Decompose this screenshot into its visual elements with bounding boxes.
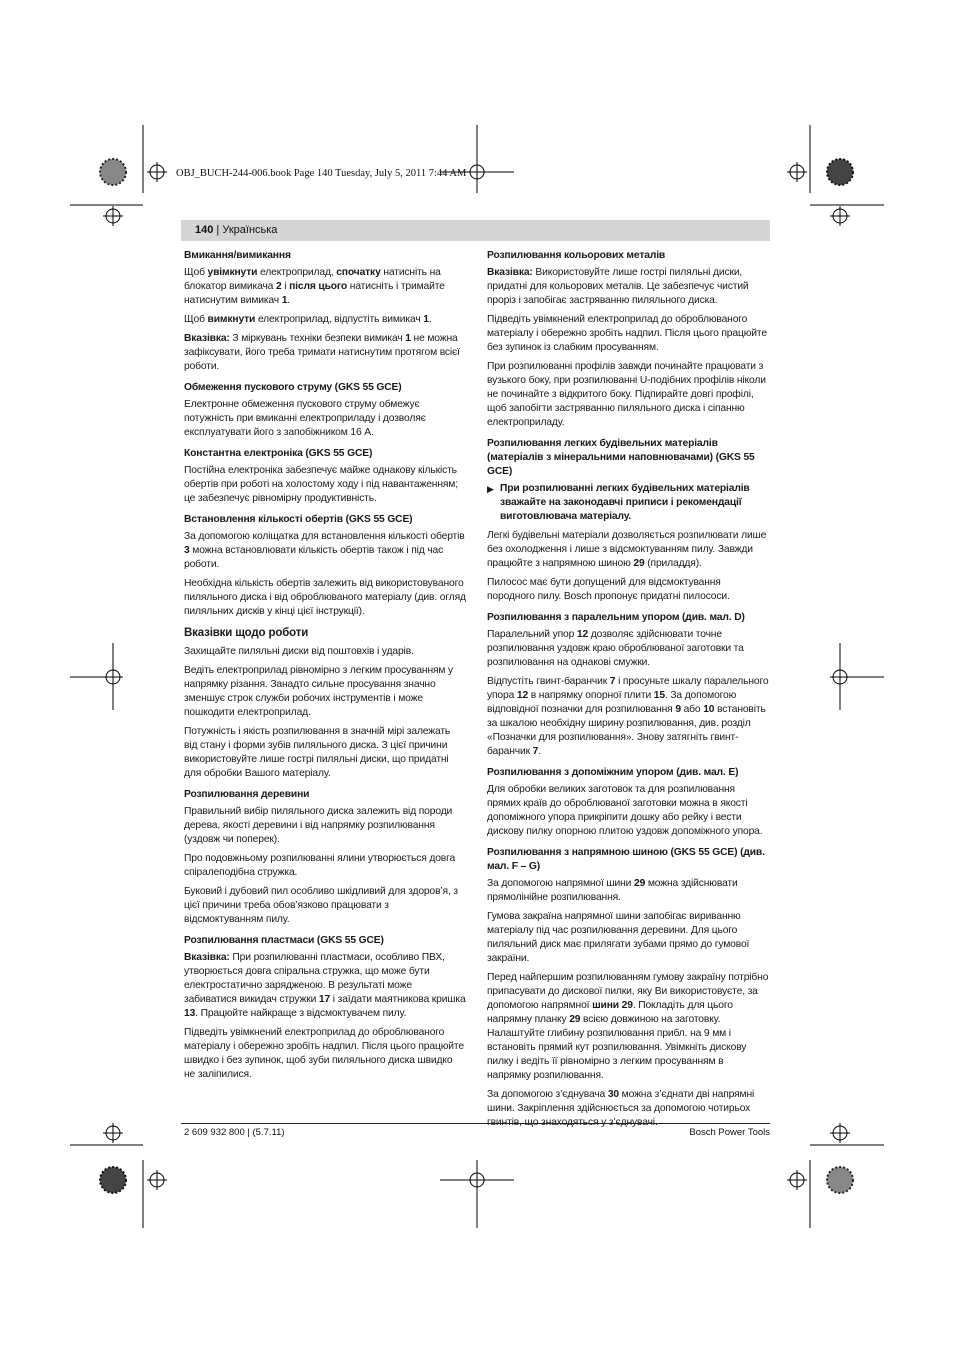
right-column bbox=[487, 249, 769, 1137]
section-title: Вмикання/вимикання bbox=[184, 250, 291, 261]
footer-brand: Bosch Power Tools bbox=[689, 1127, 770, 1138]
print-slug-line: OBJ_BUCH-244-006.book Page 140 Tuesday, July 5, 2011 7:44 AM bbox=[176, 168, 467, 179]
page-number: 140 bbox=[195, 224, 214, 236]
paragraph: Підведіть увімкнений електроприлад до оброблюваного матеріалу і обережно зробіть надпил. Після цього працюйте швидко і без зупинок, щоб зуби пиляльного диска швидко не заліпилися. bbox=[184, 1027, 464, 1080]
footer-document-number: 2 609 932 800 | (5.7.11) bbox=[184, 1127, 285, 1138]
language-label: Українська bbox=[222, 224, 278, 236]
paragraph: Щоб вимкнути електроприлад, відпустіть вимикач 1. bbox=[184, 314, 432, 325]
paragraph: Необхідна кількість обертів залежить від використовуваного пиляльного диска і від оброблюваного матеріалу (див. огляд пиляльних дисків у кінці цієї інструкції). bbox=[184, 578, 466, 617]
paragraph: Електронне обмеження пускового струму обмежує потужність при вмиканні електроприладу і дозволяє експлуатувати його з запобіжником 16 A. bbox=[184, 399, 426, 438]
paragraph: Щоб увімкнути електроприлад, спочатку натисніть на блокатор вимикача 2 і після цього натисніть і тримайте натиснутим вимикач 1. bbox=[184, 267, 445, 306]
warning-bullet: ▶ При розпилюванні легких будівельних матеріалів зважайте на законодавчі приписи і рекомендації виготовлювача матеріалу. bbox=[487, 483, 750, 522]
section-title: Обмеження пускового струму (GKS 55 GCE) bbox=[184, 382, 402, 393]
paragraph: Ведіть електроприлад рівномірно з легким просуванням у напрямку різання. Занадто сильне просування значно зменшує строк служби робочих інструментів і може пошкодити електроприлад. bbox=[184, 665, 454, 718]
section-working-tips bbox=[184, 626, 466, 781]
section-title: Розпилювання легких будівельних матеріалів (матеріалів з мінеральними наповнювачами) (GKS 55 GCE) bbox=[487, 438, 755, 477]
paragraph: За допомогою коліщатка для встановлення кількості обертів 3 можна встановлювати кількість обертів також і під час роботи. bbox=[184, 531, 465, 570]
section-title: Константна електроніка (GKS 55 GCE) bbox=[184, 448, 373, 459]
section-guide-rail bbox=[487, 846, 769, 1130]
chapter-title: Вказівки щодо роботи bbox=[184, 627, 309, 639]
paragraph: Підведіть увімкнений електроприлад до оброблюваного матеріалу і обережно зробіть надпил. Після цього працюйте без зупинок із слабким просуванням. bbox=[487, 314, 767, 353]
paragraph: При розпилюванні профілів завжди починайте працювати з вузького боку, при розпилюванні U-подібних профілів ніколи не починайте з відкритого боку. Підпирайте довгі профілі, щоб запобігти застряванню пиляльного диска і сіпанню електроприладу. bbox=[487, 361, 766, 428]
paragraph: Захищайте пиляльні диски від поштовхів і ударів. bbox=[184, 646, 414, 657]
paragraph: Вказівка: Використовуйте лише гострі пиляльні диски, придатні для кольорових металів. Це забезпечує чистий проріз і запобігає застряванню пиляльного диска. bbox=[487, 267, 749, 306]
section-title: Розпилювання пластмаси (GKS 55 GCE) bbox=[184, 935, 384, 946]
paragraph: Про подовжньому розпилюванні ялини утворюється довга спіралеподібна стружка. bbox=[184, 853, 456, 878]
paragraph: Буковий і дубовий пил особливо шкідливий для здоров’я, з цієї причини треба обов’язково працювати з відсмоктуванням пилу. bbox=[184, 886, 458, 925]
section-switching bbox=[184, 249, 466, 374]
page-header: 140 | Українська bbox=[195, 224, 278, 236]
paragraph: Вказівка: При розпилюванні пластмаси, особливо ПВХ, утворюється довга спіральна стружка, що може бути електростатично зарядженою. В результаті може забиватися викидач стружки 17 і заїдати маятникова кришка 13. Працюйте найкраще з відсмоктувачем пилу. bbox=[184, 952, 466, 1019]
triangle-bullet-icon: ▶ bbox=[487, 484, 494, 494]
paragraph: Відпустіть гвинт-баранчик 7 і просуньте шкалу паралельного упора 12 в напрямку опорної плити 15. За допомогою відповідної позначки для розпилювання 9 або 10 встановіть за шкалою необхідну ширину розпилювання, див. розділ «Позначки для розпилювання». Знову затягніть гвинт-баранчик 7. bbox=[487, 676, 769, 757]
paragraph: За допомогою з’єднувача 30 можна з’єднати дві напрямні шини. Закріплення здійснюється за допомогою чотирьох гвинтів, що знаходяться у з’єднувачі. bbox=[487, 1089, 755, 1128]
left-column bbox=[184, 249, 466, 1089]
paragraph: Постійна електроніка забезпечує майже однакову кількість обертів при роботі на холостому ходу і під навантаженням; це забезпечує рівномірну продуктивність. bbox=[184, 465, 458, 504]
paragraph: Вказівка: З міркувань техніки безпеки вимикач 1 не можна зафіксувати, його треба тримати натиснутим протягом всієї роботи. bbox=[184, 333, 460, 372]
section-title: Розпилювання кольорових металів bbox=[487, 250, 666, 261]
section-nonferrous-metals bbox=[487, 249, 769, 430]
paragraph: Правильний вибір пиляльного диска залежить від породи дерева, якості деревини і від напрямку розпилювання (уздовж чи поперек). bbox=[184, 806, 453, 845]
section-title: Розпилювання з паралельним упором (див. мал. D) bbox=[487, 612, 745, 623]
section-sawing-plastic bbox=[184, 934, 466, 1082]
section-title: Розпилювання з допоміжним упором (див. мал. E) bbox=[487, 767, 739, 778]
section-starting-current bbox=[184, 381, 466, 440]
section-speed-setting bbox=[184, 513, 466, 619]
section-constant-electronics bbox=[184, 447, 466, 506]
paragraph: Потужність і якість розпилювання в значній мірі залежать від стану і форми зубів пиляльного диска. З цієї причини використовуйте лише гострі пиляльні диски, що придатні для обробки Вашого матеріалу. bbox=[184, 726, 451, 779]
section-title: Встановлення кількості обертів (GKS 55 GCE) bbox=[184, 514, 413, 525]
paragraph: Перед найпершим розпилюванням гумову закраїну потрібно припасувати до дискової пилки, яку Ви використовуєте, за допомогою напрямної шини 29. Покладіть для цього напрямну планку 29 всією довжиною на заготовку. Налаштуйте глибину розпилювання прибл. на 9 мм і встановіть прямий кут розпилювання. Увімкніть дискову пилку і ведіть її рівномірно з легким просуванням в напрямку розпилювання. bbox=[487, 972, 769, 1081]
section-building-materials bbox=[487, 437, 769, 604]
section-auxiliary-guide bbox=[487, 766, 769, 839]
section-parallel-guide bbox=[487, 611, 769, 759]
paragraph: За допомогою напрямної шини 29 можна здійснювати прямолінійне розпилювання. bbox=[487, 878, 738, 903]
section-title: Розпилювання з напрямною шиною (GKS 55 GCE) (див. мал. F – G) bbox=[487, 847, 765, 872]
paragraph: Легкі будівельні матеріали дозволяється розпилювати лише без охолодження і лише з відсмоктуванням пилу. Завжди працюйте з напрямною шиною 29 (приладдя). bbox=[487, 530, 767, 569]
paragraph: Паралельний упор 12 дозволяє здійснювати точне розпилювання уздовж краю оброблюваної заготовки та розпилювання на однакові смужки. bbox=[487, 629, 744, 668]
footer-rule bbox=[181, 1123, 770, 1124]
paragraph: Пилосос має бути допущений для відсмоктування породного пилу. Bosch пропонує придатні пилососи. bbox=[487, 577, 730, 602]
paragraph: Для обробки великих заготовок та для розпилювання прямих країв до оброблюваної заготовки можна в якості допоміжного упора прикріпити дошку або рейку і вести дискову пилку опорною плитою уздовж допоміжного упора. bbox=[487, 784, 763, 837]
paragraph: Гумова закраїна напрямної шини запобігає вириванню матеріалу під час розпилювання деревини. Для цього пиляльний диск має прилягати зубами прямо до гумової закраїни. bbox=[487, 911, 750, 964]
section-sawing-wood bbox=[184, 788, 466, 927]
section-title: Розпилювання деревини bbox=[184, 789, 310, 800]
